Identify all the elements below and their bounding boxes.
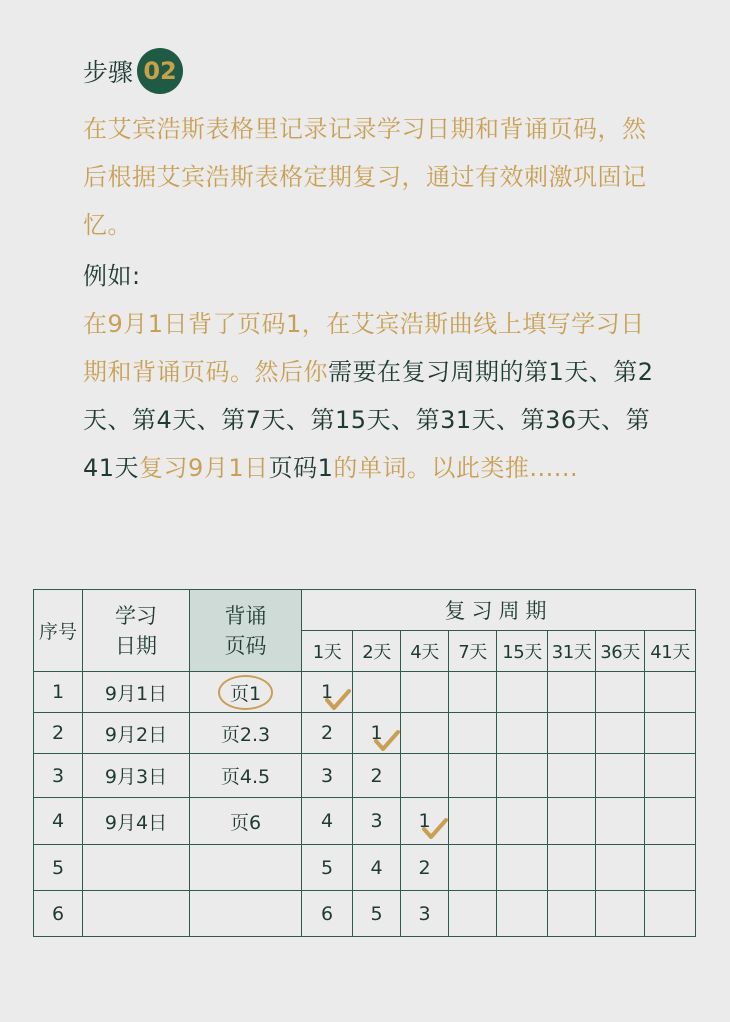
- cycle-cell-value: 1: [418, 810, 431, 832]
- cycle-cell-day-4: [449, 672, 497, 713]
- row-index: 6: [34, 891, 83, 937]
- header-day-1: 1天: [302, 631, 353, 672]
- cycle-cell-marked: [321, 681, 333, 703]
- cycle-cell-day-3: [401, 754, 449, 798]
- row-study-date: 9月1日: [83, 672, 190, 713]
- header-study-date-line2: 日期: [115, 633, 157, 658]
- cycle-cell-day-7: [596, 713, 645, 754]
- cycle-cell-day-7: [596, 754, 645, 798]
- cycle-cell-day-8: [645, 754, 696, 798]
- checkmark-icon: [422, 818, 448, 845]
- header-study-date-line1: 学习: [115, 603, 157, 628]
- cycle-cell-day-2: 3: [353, 798, 401, 845]
- cycle-cell-day-5: [497, 754, 548, 798]
- cycle-cell-day-6: [548, 798, 596, 845]
- cycle-cell-day-2: 2: [353, 754, 401, 798]
- ebbinghaus-table: [33, 589, 696, 937]
- cycle-cell-day-8: [645, 891, 696, 937]
- cycle-cell-day-6: [548, 713, 596, 754]
- cycle-cell-day-6: [548, 891, 596, 937]
- row-study-date: 9月4日: [83, 798, 190, 845]
- row-page: [190, 845, 302, 891]
- example-text-1: 在9月1日背了页码1，在艾宾浩斯曲线上填写学习日期和背诵页码。然后你: [83, 310, 645, 386]
- example-paragraph: [83, 300, 668, 492]
- cycle-cell-day-3: 3: [401, 891, 449, 937]
- row-study-date: [83, 845, 190, 891]
- example-text-4: 页码1: [268, 454, 334, 482]
- header-page-line1: 背诵: [224, 603, 267, 628]
- cycle-cell-day-1: 2: [302, 713, 353, 754]
- example-text-5: 的单词。以此类推......: [333, 454, 579, 482]
- cycle-cell-day-4: [449, 891, 497, 937]
- cycle-cell-day-4: [449, 798, 497, 845]
- cycle-cell-day-4: [449, 713, 497, 754]
- cycle-cell-day-1: 3: [302, 754, 353, 798]
- row-index: 4: [34, 798, 83, 845]
- cycle-cell-day-3: [401, 798, 449, 845]
- header-day-8: 41天: [645, 631, 696, 672]
- cycle-cell-day-8: [645, 798, 696, 845]
- header-day-4: 7天: [449, 631, 497, 672]
- header-day-6: 31天: [548, 631, 596, 672]
- intro-paragraph: 在艾宾浩斯表格里记录记录学习日期和背诵页码，然后根据艾宾浩斯表格定期复习，通过有效刺激巩固记忆。: [83, 115, 647, 239]
- cycle-cell-day-1: 6: [302, 891, 353, 937]
- cycle-cell-day-8: [645, 845, 696, 891]
- cycle-cell-day-6: [548, 672, 596, 713]
- cycle-cell-day-8: [645, 713, 696, 754]
- cycle-cell-day-5: [497, 798, 548, 845]
- checkmark-icon: [374, 730, 400, 757]
- circled-page-label: 页1: [218, 675, 273, 710]
- header-study-date: [83, 590, 190, 672]
- header-page: [190, 590, 302, 672]
- row-index: 2: [34, 713, 83, 754]
- row-page: 页6: [190, 798, 302, 845]
- cycle-cell-marked: [418, 810, 430, 832]
- example-text-3: 复习9月1日: [139, 454, 269, 482]
- row-index: 3: [34, 754, 83, 798]
- table-row: [34, 672, 696, 713]
- row-study-date: 9月3日: [83, 754, 190, 798]
- cycle-cell-day-5: [497, 845, 548, 891]
- cycle-cell-day-1: 4: [302, 798, 353, 845]
- cycle-cell-day-5: [497, 672, 548, 713]
- example-text-2: 需要在复习周期的第1天、第2天、第4天、第7天、第15天、第31天、第36天、第41天: [83, 358, 654, 482]
- cycle-cell-value: 1: [320, 681, 334, 703]
- header-day-3: 4天: [401, 631, 449, 672]
- cycle-cell-day-1: 5: [302, 845, 353, 891]
- row-study-date: 9月2日: [83, 713, 190, 754]
- cycle-cell-day-7: [596, 798, 645, 845]
- row-page: [190, 891, 302, 937]
- cycle-cell-day-7: [596, 845, 645, 891]
- cycle-cell-day-2: [353, 713, 401, 754]
- cycle-cell-day-7: [596, 672, 645, 713]
- step-number-badge: 02: [137, 48, 183, 94]
- cycle-cell-day-2: [353, 672, 401, 713]
- row-page: [190, 672, 302, 713]
- row-index: 1: [34, 672, 83, 713]
- cycle-cell-day-5: [497, 713, 548, 754]
- table-row: [34, 798, 696, 845]
- row-index: 5: [34, 845, 83, 891]
- row-study-date: [83, 891, 190, 937]
- header-index: 序号: [34, 590, 83, 672]
- cycle-cell-day-5: [497, 891, 548, 937]
- cycle-cell-day-6: [548, 845, 596, 891]
- row-page: 页4.5: [190, 754, 302, 798]
- header-day-7: 36天: [596, 631, 645, 672]
- row-page: 页2.3: [190, 713, 302, 754]
- cycle-cell-day-6: [548, 754, 596, 798]
- cycle-cell-day-3: [401, 713, 449, 754]
- cycle-cell-day-3: 2: [401, 845, 449, 891]
- table-row: [34, 845, 696, 891]
- cycle-cell-day-8: [645, 672, 696, 713]
- cycle-cell-day-4: [449, 845, 497, 891]
- cycle-cell-day-2: 5: [353, 891, 401, 937]
- step-label: 步骤: [83, 58, 134, 87]
- example-label: 例如:: [83, 262, 141, 290]
- header-review-cycle: 复习周期: [302, 590, 696, 631]
- cycle-cell-day-3: [401, 672, 449, 713]
- header-day-5: 15天: [497, 631, 548, 672]
- table-row: [34, 754, 696, 798]
- table-row: [34, 891, 696, 937]
- cycle-cell-day-2: 4: [353, 845, 401, 891]
- header-day-2: 2天: [353, 631, 401, 672]
- table-row: [34, 713, 696, 754]
- step-heading: [83, 48, 183, 94]
- cycle-cell-day-1: [302, 672, 353, 713]
- header-page-line2: 页码: [224, 633, 267, 658]
- checkmark-icon: [325, 689, 351, 716]
- cycle-cell-marked: [370, 722, 382, 744]
- cycle-cell-day-7: [596, 891, 645, 937]
- cycle-cell-value: 1: [370, 722, 383, 744]
- cycle-cell-day-4: [449, 754, 497, 798]
